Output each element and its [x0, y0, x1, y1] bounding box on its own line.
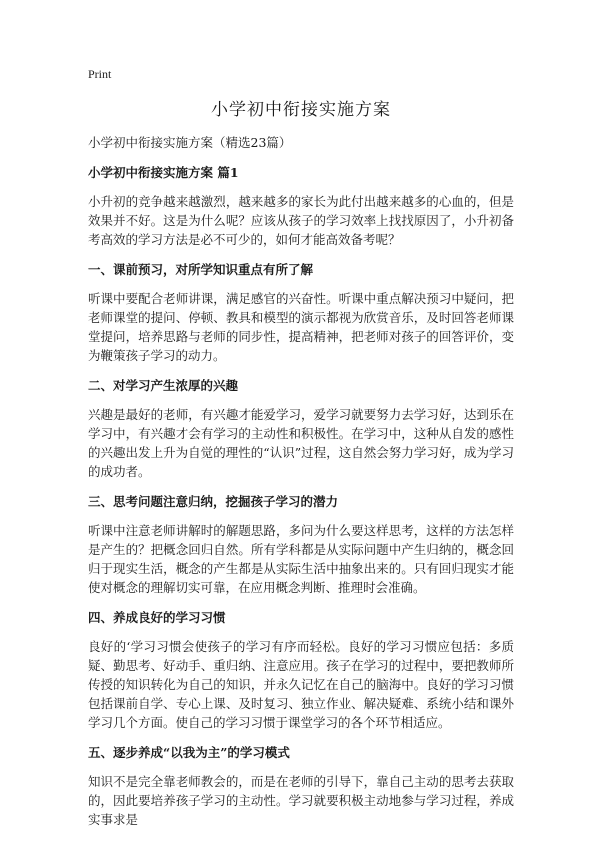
section-title: 小学初中衔接实施方案 篇1: [88, 165, 239, 180]
page-title: 小学初中衔接实施方案: [211, 100, 391, 120]
heading-2: 二、对学习产生浓厚的兴趣: [88, 378, 239, 393]
paragraph-4: 良好的‘学习习惯会使孩子的学习有序而轻松。良好的学习习惯应包括：多质疑、勤思考、好动手、重归纳、注意应用。孩子在学习的过程中，要把教师所传授的知识转化为自己的知识，并永久记忆在自己的脑海中。良好的学习习惯包括课前自学、专心上课、及时复习、独立作业、解决疑难、系统小结和课外学习几个方面。使自己的学习习惯于课堂学习的各个环节相适应。: [88, 639, 514, 730]
print-link[interactable]: Print: [88, 67, 112, 81]
heading-1: 一、课前预习，对所学知识重点有所了解: [88, 262, 314, 277]
heading-5: 五、逐步养成“以我为主”的学习模式: [88, 745, 290, 760]
paragraph-2: 兴趣是最好的老师，有兴趣才能爱学习，爱学习就要努力去学习好，达到乐在学习中，有兴趣才会有学习的主动性和积极性。在学习中，这种从自发的感性的兴趣出发上升为自觉的理性的“认识”过程，这自然会努力学习好，成为学习的成功者。: [88, 407, 514, 479]
document-page: [88, 66, 514, 841]
paragraph-1: 听课中要配合老师讲课，满足感官的兴奋性。听课中重点解决预习中疑问，把老师课堂的提问、停顿、教具和模型的演示都视为欣赏音乐，及时回答老师课堂提问，培养思路与老师的同步性，提高精神，把老师对孩子的回答评价，变为鞭策孩子学习的动力。: [88, 291, 514, 363]
heading-3: 三、思考问题注意归纳，挖掘孩子学习的潜力: [88, 494, 339, 509]
intro-paragraph: 小升初的竞争越来越激烈，越来越多的家长为此付出越来越多的心血的，但是效果并不好。这是为什么呢？应该从孩子的学习效率上找找原因了，小升初备考高效的学习方法是必不可少的，如何才能高效备考呢？: [88, 194, 514, 247]
document-subtitle: 小学初中衔接实施方案（精选23篇）: [88, 135, 292, 150]
paragraph-3: 听课中注意老师讲解时的解题思路，多问为什么要这样思考，这样的方法怎样是产生的？把概念回归自然。所有学科都是从实际问题中产生归纳的，概念回归于现实生活，概念的产生都是从实际生活中抽象出来的。只有回归现实才能使对概念的理解切实可靠，在应用概念判断、推理时会准确。: [88, 523, 514, 595]
heading-4: 四、养成良好的学习习惯: [88, 610, 226, 625]
paragraph-5: 知识不是完全靠老师教会的，而是在老师的引导下，靠自己主动的思考去获取的，因此要培养孩子学习的主动性。学习就要积极主动地参与学习过程，养成实事求是: [88, 774, 514, 827]
